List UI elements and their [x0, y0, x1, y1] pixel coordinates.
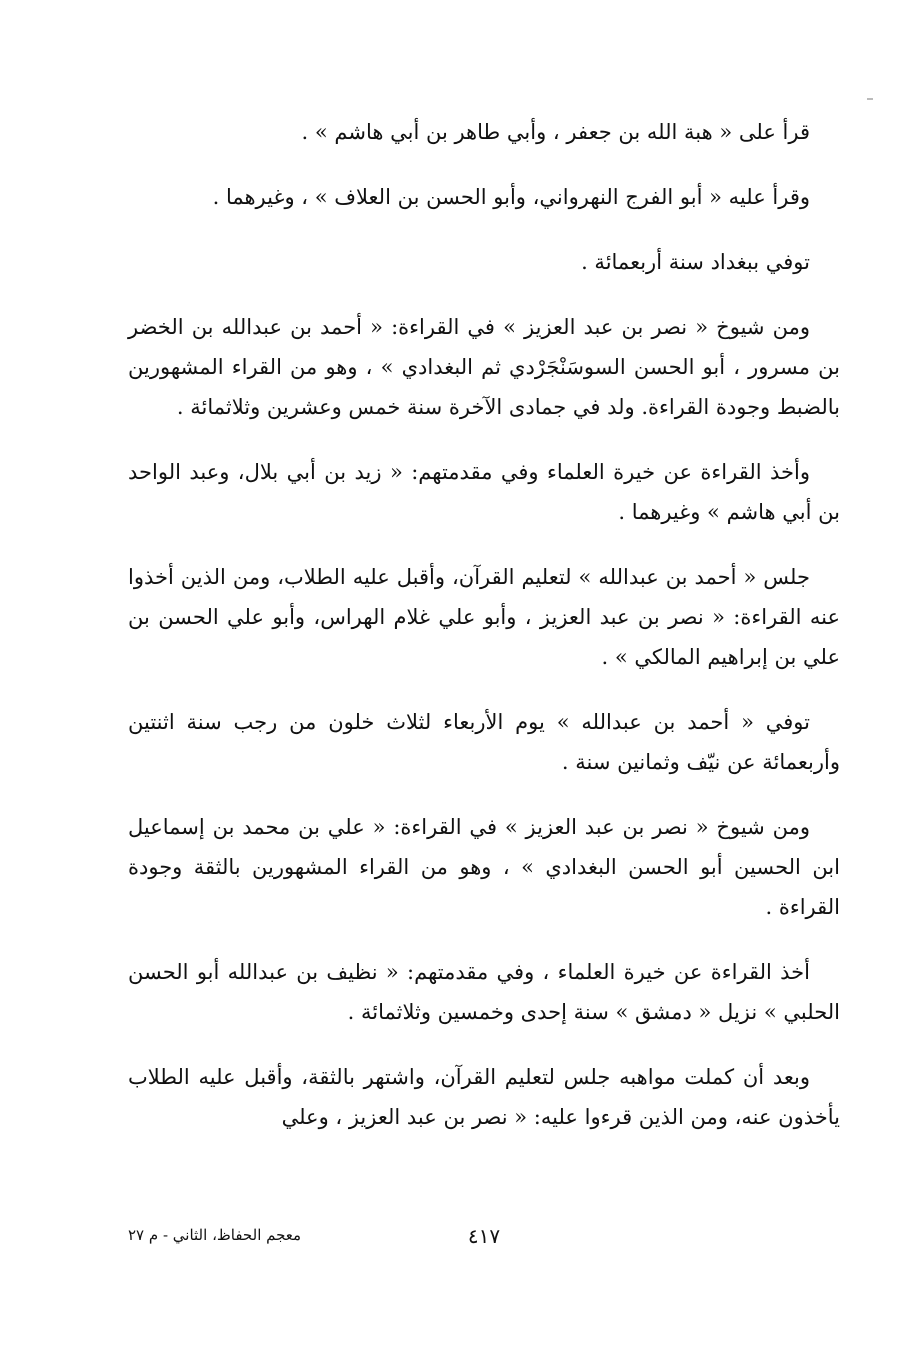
paragraph: جلس « أحمد بن عبدالله » لتعليم القرآن، وأقبل عليه الطلاب، ومن الذين أخذوا عنه القراءة: « نصر بن عبد العزيز ، وأبو علي غلام الهراس، وأبو علي الحسن بن علي بن إبراهيم المالكي » .: [128, 565, 840, 669]
page-footer: [128, 1224, 840, 1254]
book-reference: معجم الحفاظ، الثاني - م ٢٧: [128, 1226, 302, 1244]
paragraph: وأخذ القراءة عن خيرة العلماء وفي مقدمتهم: « زيد بن أبي بلال، وعبد الواحد بن أبي هاشم » وغيرهما .: [128, 460, 840, 524]
paragraph: ومن شيوخ « نصر بن عبد العزيز » في القراءة: « علي بن محمد بن إسماعيل ابن الحسين أبو الحسن البغدادي » ، وهو من القراء المشهورين بالثقة وجودة القراءة .: [128, 815, 840, 919]
scan-mark: [867, 98, 873, 100]
paragraph: توفي « أحمد بن عبدالله » يوم الأربعاء لثلاث خلون من رجب سنة اثنتين وأربعمائة عن نيّف وثمانين سنة .: [128, 710, 840, 774]
paragraph: أخذ القراءة عن خيرة العلماء ، وفي مقدمتهم: « نظيف بن عبدالله أبو الحسن الحلبي » نزيل « دمشق » سنة إحدى وخمسين وثلاثمائة .: [128, 960, 840, 1024]
body-text: [128, 112, 840, 1162]
paragraph: وبعد أن كملت مواهبه جلس لتعليم القرآن، واشتهر بالثقة، وأقبل عليه الطلاب يأخذون عنه، ومن الذين قرءوا عليه: « نصر بن عبد العزيز ، وعلي: [128, 1065, 840, 1129]
paragraph: قرأ على « هبة الله بن جعفر ، وأبي طاهر بن أبي هاشم » .: [301, 120, 810, 144]
paragraph: ومن شيوخ « نصر بن عبد العزيز » في القراءة: « أحمد بن عبدالله بن الخضر بن مسرور ، أبو الحسن السوسَنْجَرْدي ثم البغدادي » ، وهو من القراء المشهورين بالضبط وجودة القراءة. ولد في جمادى الآخرة سنة خمس وعشرين وثلاثمائة .: [128, 315, 840, 419]
paragraph: توفي ببغداد سنة أربعمائة .: [581, 250, 810, 274]
page-number: ٤١٧: [467, 1224, 501, 1248]
paragraph: وقرأ عليه « أبو الفرج النهرواني، وأبو الحسن بن العلاف » ، وغيرهما .: [212, 185, 810, 209]
